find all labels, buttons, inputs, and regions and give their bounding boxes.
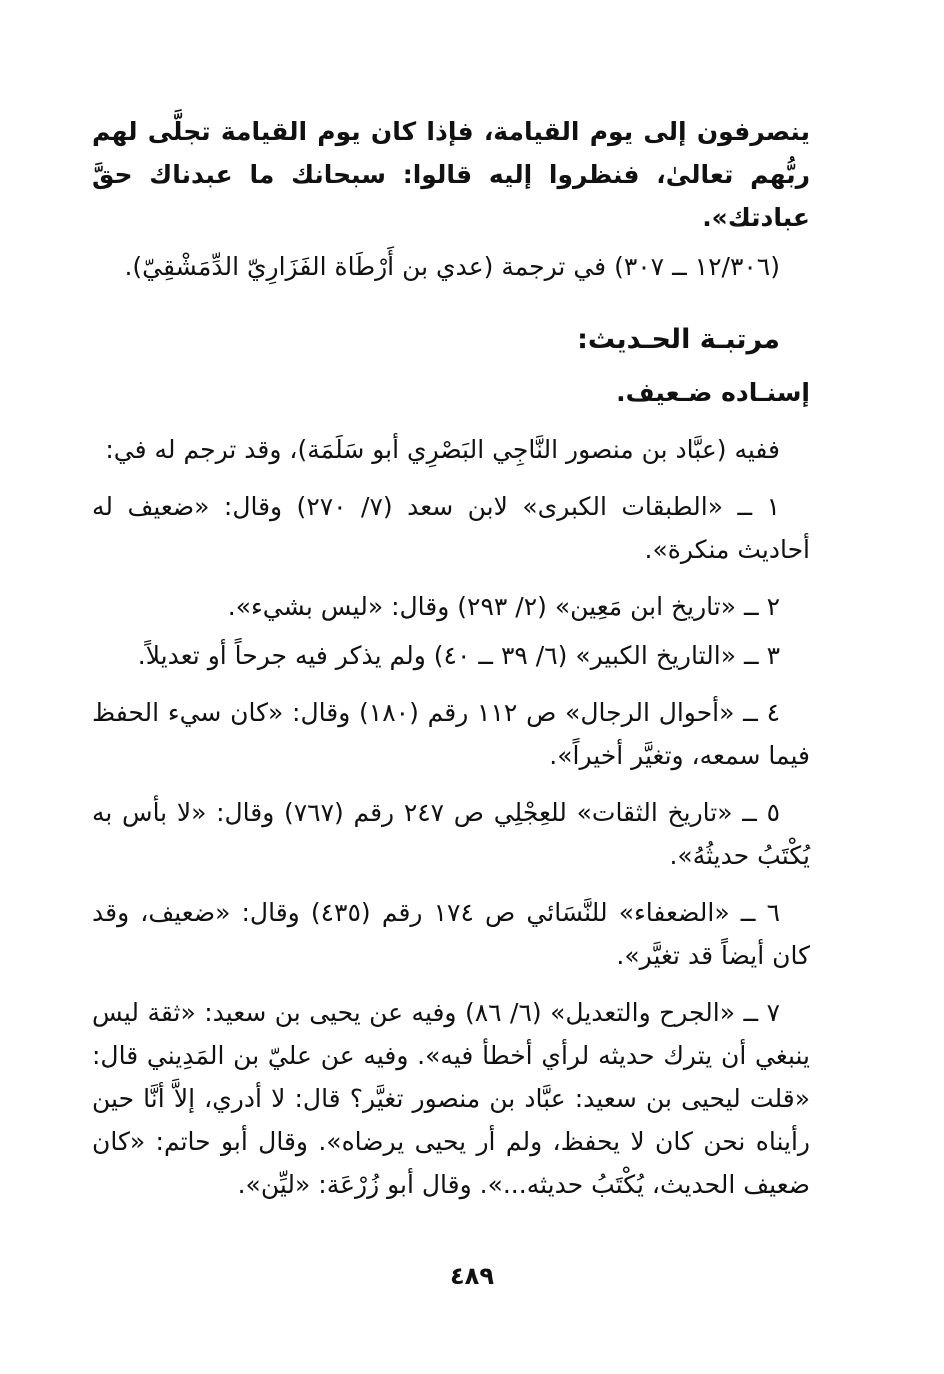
- narrator-lead: ففيه (عبَّاد بن منصور النَّاجِي البَصْرِي أبو سَلَمَة)، وقد ترجم له في:: [105, 435, 780, 464]
- volume-reference: (١٢/٣٠٦ ــ ٣٠٧) في ترجمة (عدي بن أَرْطَاة الفَزَارِيّ الدِّمَشْقِيّ).: [124, 252, 780, 281]
- source-item-6: ٦ ــ «الضعفاء» للنَّسَائي ص ١٧٤ رقم (٤٣٥) وقال: «ضعيف، وقد كان أيضاً قد تغيَّر».: [92, 898, 810, 970]
- section-heading: مرتبـة الحـديث:: [577, 324, 780, 355]
- source-item-1: ١ ــ «الطبقات الكبرى» لابن سعد (٧/ ٢٧٠) وقال: «ضعيف له أحاديث منكرة».: [92, 492, 810, 564]
- isnad-verdict: إسنـاده ضـعيف.: [616, 378, 810, 407]
- intro-quote: ينصرفون إلى يوم القيامة، فإذا كان يوم القيامة تجلَّى لهم ربُّهم تعالىٰ، فنظروا إليه قالوا: سبحانك ما عبدناك حقَّ عبادتك».: [92, 117, 810, 232]
- source-item-5: ٥ ــ «تاريخ الثقات» للعِجْلِي ص ٢٤٧ رقم (٧٦٧) وقال: «لا بأس به يُكْتَبُ حديثُهُ».: [92, 798, 810, 870]
- source-item-4: ٤ ــ «أحوال الرجال» ص ١١٢ رقم (١٨٠) وقال: «كان سيء الحفظ فيما سمعه، وتغيَّر أخيراً».: [92, 698, 810, 770]
- page-number: ٤٨٩: [450, 1262, 494, 1290]
- source-item-3: ٣ ــ «التاريخ الكبير» (٦/ ٣٩ ــ ٤٠) ولم يذكر فيه جرحاً أو تعديلاً.: [137, 641, 780, 670]
- book-page: [92, 110, 810, 1206]
- source-item-7: ٧ ــ «الجرح والتعديل» (٦/ ٨٦) وفيه عن يحيى بن سعيد: «ثقة ليس ينبغي أن يترك حديثه لرأي أخطأ فيه». وفيه عن عليّ بن المَدِيني قال: «قلت ليحيى بن سعيد: عبَّاد بن منصور تغيَّر؟ قال: لا أدري، إلاَّ أنَّا حين رأيناه نحن كان لا يحفظ، ولم أر يحيى يرضاه». وقال أبو حاتم: «كان ضعيف الحديث، يُكْتَبُ حديثه...». وقال أبو زُرْعَة: «ليِّن».: [92, 998, 810, 1199]
- source-item-2: ٢ ــ «تاريخ ابن مَعِين» (٢/ ٢٩٣) وقال: «ليس بشيء».: [227, 592, 780, 621]
